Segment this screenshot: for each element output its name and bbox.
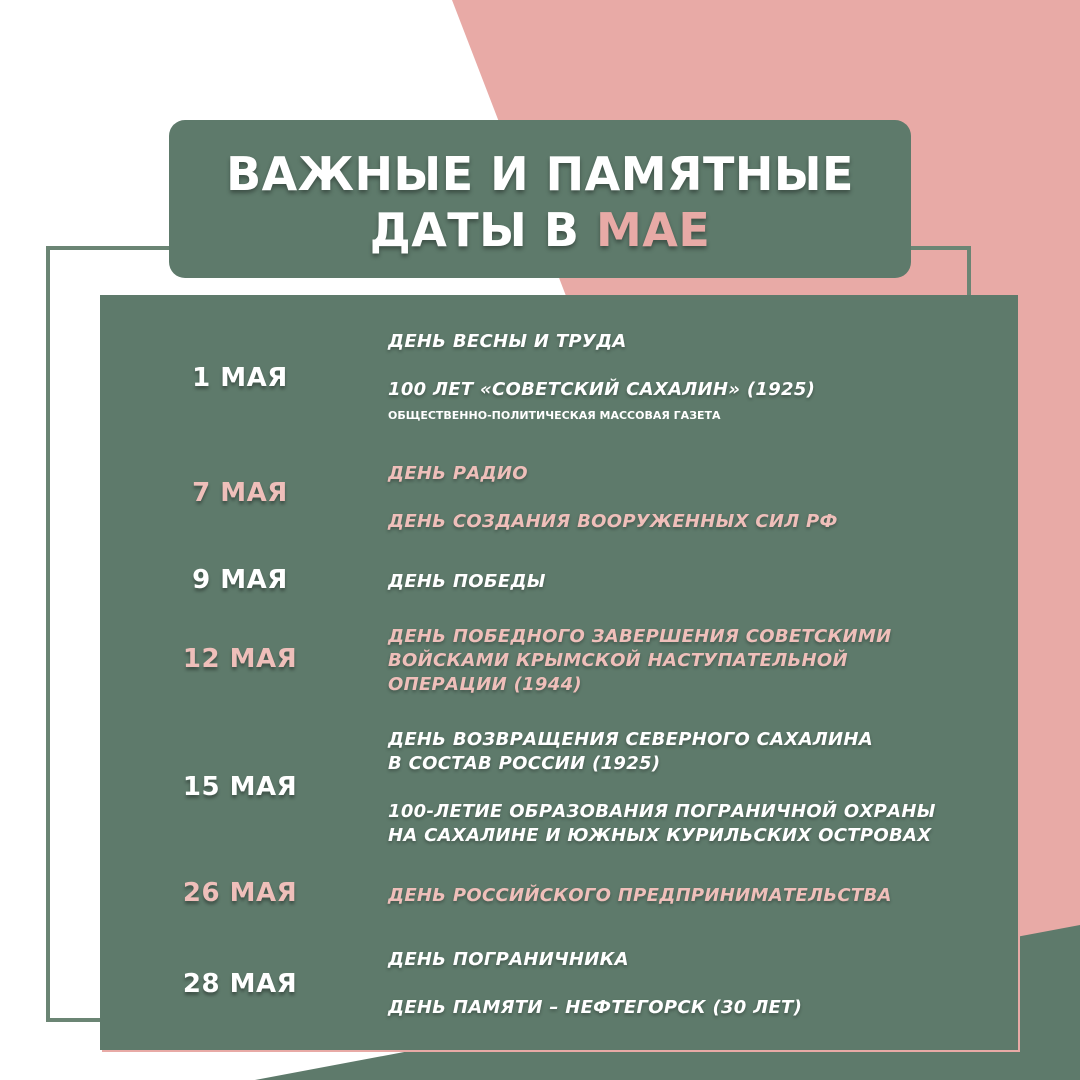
event-may-7-b: ДЕНЬ СОЗДАНИЯ ВООРУЖЕННЫХ СИЛ РФ xyxy=(388,511,838,532)
date-may-9: 9 МАЯ xyxy=(192,565,288,595)
title-box xyxy=(169,120,911,278)
title-month-accent: МАЕ xyxy=(595,203,711,257)
event-may-1-note: ОБЩЕСТВЕННО-ПОЛИТИЧЕСКАЯ МАССОВАЯ ГАЗЕТА xyxy=(388,409,721,422)
date-may-26: 26 МАЯ xyxy=(182,878,298,908)
page-title xyxy=(169,146,911,258)
event-may-28-b: ДЕНЬ ПАМЯТИ – НЕФТЕГОРСК (30 ЛЕТ) xyxy=(388,997,803,1018)
event-may-15-a: ДЕНЬ ВОЗВРАЩЕНИЯ СЕВЕРНОГО САХАЛИНА xyxy=(388,729,874,750)
event-may-15-c: 100-ЛЕТИЕ ОБРАЗОВАНИЯ ПОГРАНИЧНОЙ ОХРАНЫ xyxy=(388,801,936,822)
dates-panel xyxy=(100,295,1018,1050)
event-may-9-a: ДЕНЬ ПОБЕДЫ xyxy=(388,571,546,592)
event-may-1-b: 100 ЛЕТ «СОВЕТСКИЙ САХАЛИН» (1925) xyxy=(388,379,816,400)
date-may-12: 12 МАЯ xyxy=(182,644,298,674)
event-may-12-b: ВОЙСКАМИ КРЫМСКОЙ НАСТУПАТЕЛЬНОЙ xyxy=(388,650,848,671)
date-may-7: 7 МАЯ xyxy=(192,478,288,508)
event-may-7-a: ДЕНЬ РАДИО xyxy=(388,463,528,484)
event-may-12-a: ДЕНЬ ПОБЕДНОГО ЗАВЕРШЕНИЯ СОВЕТСКИМИ xyxy=(388,626,892,647)
title-line-1: ВАЖНЫЕ И ПАМЯТНЫЕ xyxy=(226,147,854,201)
date-may-15: 15 МАЯ xyxy=(182,772,298,802)
title-line-2-prefix: ДАТЫ В xyxy=(369,203,580,257)
event-may-1-a: ДЕНЬ ВЕСНЫ И ТРУДА xyxy=(388,331,627,352)
date-may-1: 1 МАЯ xyxy=(192,363,288,393)
event-may-12-c: ОПЕРАЦИИ (1944) xyxy=(388,674,582,695)
title-line-2 xyxy=(169,202,911,258)
date-may-28: 28 МАЯ xyxy=(182,969,298,999)
event-may-15-b: В СОСТАВ РОССИИ (1925) xyxy=(388,753,661,774)
event-may-28-a: ДЕНЬ ПОГРАНИЧНИКА xyxy=(388,949,629,970)
event-may-26-a: ДЕНЬ РОССИЙСКОГО ПРЕДПРИНИМАТЕЛЬСТВА xyxy=(388,885,892,906)
event-may-15-d: НА САХАЛИНЕ И ЮЖНЫХ КУРИЛЬСКИХ ОСТРОВАХ xyxy=(388,825,932,846)
